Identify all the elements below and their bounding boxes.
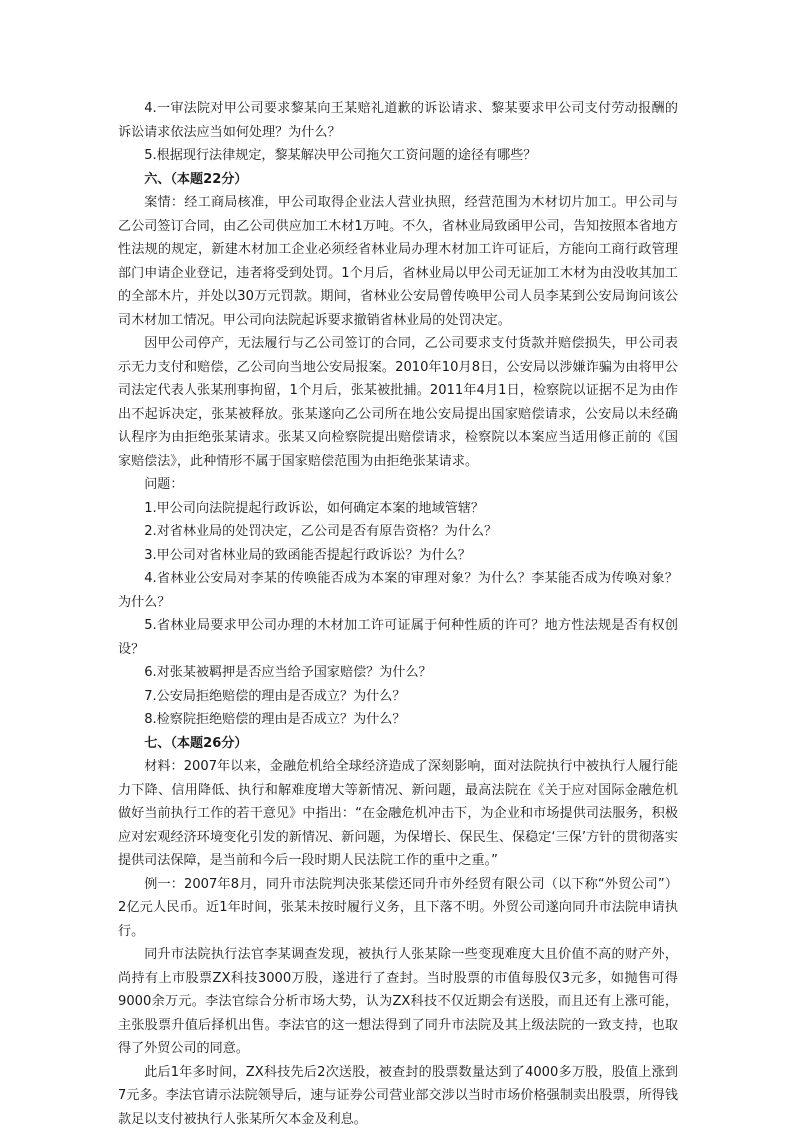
material-paragraph: 材料：2007年以来，金融危机给全球经济造成了深刻影响，面对法院执行中被执行人履行能力下降、信用降低、执行和解难度增大等新情况、新问题，最高法院在《关于应对国际金融危机做好当前执行工作的若干意见》中指出：“在金融危机冲击下，为企业和市场提供司法服务，积极应对宏观经济环境变化引发的新情况、新问题，为保增长、保民生、保稳定‘三保’方针的贯彻落实提供司法保障，是当前和今后一段时期人民法院工作的重中之重。” (118, 759, 678, 868)
question-item: 7.公安局拒绝赔偿的理由是否成立？为什么？ (144, 688, 406, 704)
question-item: 8.检察院拒绝赔偿的理由是否成立？为什么？ (144, 712, 406, 727)
question-item: 6.对张某被羁押是否应当给予国家赔偿？为什么？ (144, 665, 432, 680)
question-5: 5.根据现行法律规定，黎某解决甲公司拖欠工资问题的途径有哪些？ (144, 148, 537, 163)
question-4: 4.一审法院对甲公司要求黎某向王某赔礼道歉的诉讼请求、黎某要求甲公司支付劳动报酬的诉讼请求依法应当如何处理？为什么？ (118, 101, 678, 140)
section-heading-6: 六、（本题22分） (144, 171, 248, 187)
question-item: 3.甲公司对省林业局的致函能否提起行政诉讼？为什么？ (144, 547, 471, 563)
question-item: 5.省林业局要求甲公司办理的木材加工许可证属于何种性质的许可？地方性法规是否有权创设？ (118, 618, 678, 657)
case-paragraph-1: 案情：经工商局核准，甲公司取得企业法人营业执照，经营范围为木材切片加工。甲公司与乙公司签订合同，由乙公司供应加工木材1万吨。不久，省林业局致函甲公司，告知按照本省地方性法规的规定，新建木材加工企业必须经省林业局办理木材加工许可证后，方能向工商行政管理部门申请企业登记，违者将受到处罚。1个月后，省林业局以甲公司无证加工木材为由没收其加工的全部木片，并处以30万元罚款。期间，省林业公安局曾传唤甲公司人员李某到公安局询问该公司木材加工情况。甲公司向法院起诉要求撤销省林业局的处罚决定。 (118, 195, 678, 328)
document-body (118, 97, 678, 1131)
question-item: 4.省林业公安局对李某的传唤能否成为本案的审理对象？为什么？李某能否成为传唤对象？为什么？ (118, 571, 678, 610)
example-paragraph-1: 例一：2007年8月，同升市法院判决张某偿还同升市外经贸有限公司（以下称“外贸公司”）2亿元人民币。近1年时间，张某未按时履行义务，且下落不明。外贸公司遂向同升市法院申请执行。 (118, 876, 678, 939)
question-item: 2.对省林业局的处罚决定，乙公司是否有原告资格？为什么？ (144, 524, 498, 539)
questions-label: 问题： (144, 477, 184, 492)
question-item: 1.甲公司向法院提起行政诉讼，如何确定本案的地域管辖？ (144, 500, 485, 516)
example-paragraph-3: 此后1年多时间，ZX科技先后2次送股，被查封的股票数量达到了4000多万股，股值上涨到7元多。李法官请示法院领导后，速与证券公司营业部交涉以当时市场价格强制卖出股票，所得钱款足以支付被执行人张某所欠本金及利息。 (118, 1064, 678, 1127)
case-paragraph-2: 因甲公司停产，无法履行与乙公司签订的合同，乙公司要求支付货款并赔偿损失，甲公司表示无力支付和赔偿，乙公司向当地公安局报案。2010年10月8日，公安局以涉嫌诈骗为由将甲公司法定代表人张某刑事拘留，1个月后，张某被批捕。2011年4月1日，检察院以证据不足为由作出不起诉决定，张某被释放。张某遂向乙公司所在地公安局提出国家赔偿请求，公安局以未经确认程序为由拒绝张某请求。张某又向检察院提出赔偿请求，检察院以本案应当适用修正前的《国家赔偿法》，此种情形不属于国家赔偿范围为由拒绝张某请求。 (118, 336, 678, 469)
example-paragraph-2: 同升市法院执行法官李某调查发现，被执行人张某除一些变现难度大且价值不高的财产外，尚持有上市股票ZX科技3000万股，遂进行了查封。当时股票的市值每股仅3元多，如抛售可得9000余万元。李法官综合分析市场大势，认为ZX科技不仅近期会有送股，而且还有上涨可能，主张股票升值后择机出售。李法官的这一想法得到了同升市法院及其上级法院的一致支持，也取得了外贸公司的同意。 (118, 947, 678, 1056)
section-heading-7: 七、（本题26分） (144, 735, 248, 751)
